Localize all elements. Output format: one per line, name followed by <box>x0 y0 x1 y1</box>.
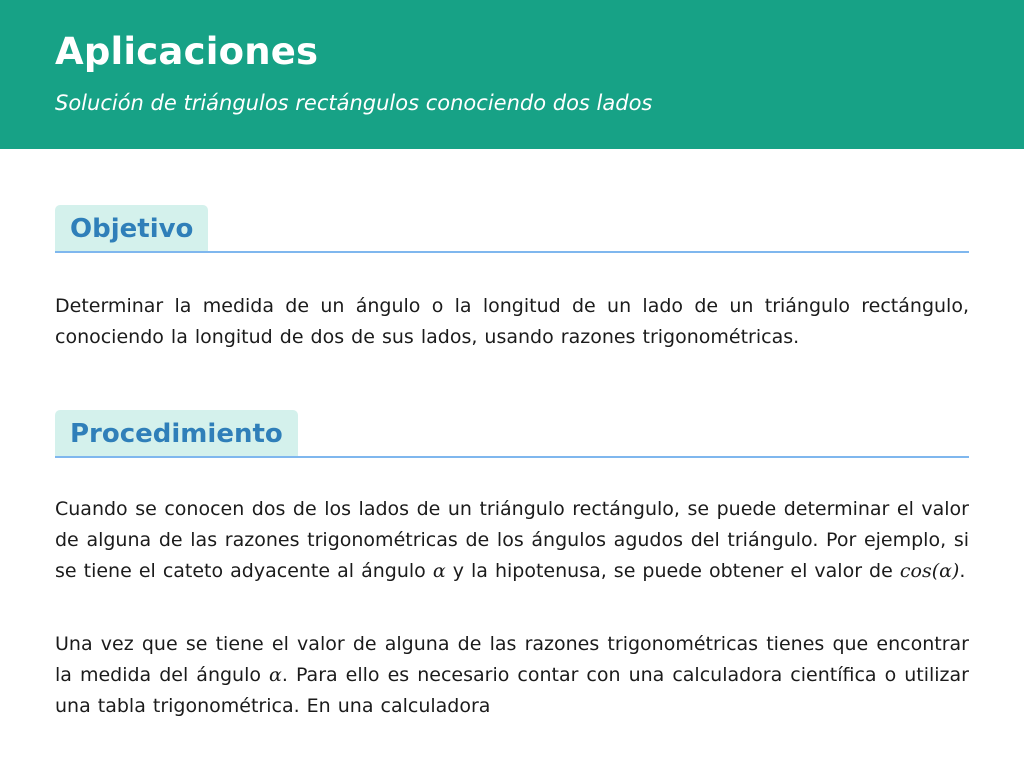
paragraph-text: . Para ello es necesario contar con una calculadora científica o utilizar una tabla trigonométrica. En una calculadora <box>55 664 969 717</box>
main-content <box>55 149 969 722</box>
objective-paragraph <box>55 291 969 353</box>
math-cos-alpha: cos(α) <box>899 560 960 582</box>
math-alpha: α <box>269 664 282 686</box>
section-heading-objetivo <box>55 204 969 253</box>
paragraph-text: Determinar la medida de un ángulo o la longitud de un lado de un triángulo rectángulo, conociendo la longitud de dos de sus lados, usando razones trigonométricas. <box>55 295 969 348</box>
section-heading-procedimiento <box>55 409 969 458</box>
paragraph-text: Una vez que se tiene el valor de alguna de las razones trigonométricas tienes que encontrar la medida del ángulo <box>55 633 969 686</box>
page-subtitle: Solución de triángulos rectángulos conociendo dos lados <box>55 91 653 115</box>
paragraph-text: y la hipotenusa, se puede obtener el valor de <box>445 560 900 582</box>
page-title: Aplicaciones <box>55 30 319 73</box>
section-title-objetivo: Objetivo <box>55 205 208 251</box>
procedure-paragraph-1 <box>55 494 969 587</box>
page-header <box>0 0 1024 149</box>
paragraph-text: . <box>959 560 966 582</box>
procedure-paragraph-2 <box>55 629 969 722</box>
paragraph-text: Cuando se conocen dos de los lados de un triángulo rectángulo, se puede determinar el valor de alguna de las razones trigonométricas de los ángulos agudos del triángulo. Por ejemplo, si se tiene el cateto adyacente al ángulo <box>55 498 969 582</box>
section-title-procedimiento: Procedimiento <box>55 410 298 456</box>
math-alpha: α <box>432 560 446 582</box>
